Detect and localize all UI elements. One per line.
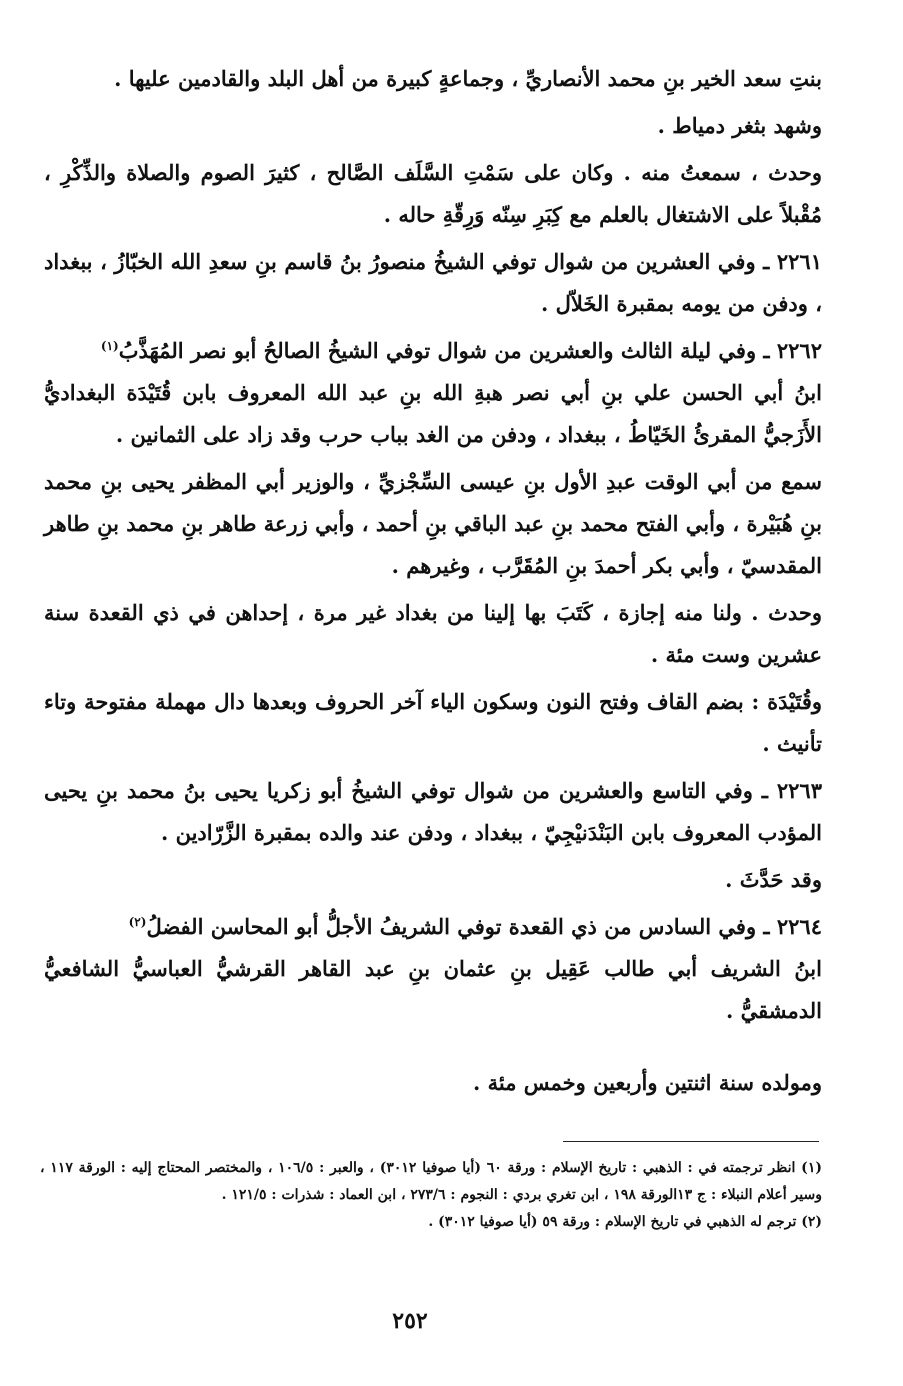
entry-2262-text: ٢٢٦٢ ـ وفي ليلة الثالث والعشرين من شوال توفي الشيخُ الصالحُ أبو نصر المُهَذَّبُ	[118, 338, 822, 363]
footnote-ref-1[interactable]: (١)	[100, 339, 119, 353]
paragraph: وشهد بثغر دمياط .	[657, 113, 822, 138]
footnote-1: (١) انظر ترجمته في : الذهبي : تاريخ الإسلام : ورقة ٦٠ (أيا صوفيا ٣٠١٢) ، والعبر : ١٠٦/٥ ، والمختصر المحتاج إليه : الورقة ١١٧ ، وسير أعلام النبلاء : ج ١٣الورقة ١٩٨ ، ابن تغري بردي : النجوم : ٢٧٣/٦ ، ابن العماد : شذرات : ١٢١/٥ .	[40, 1160, 822, 1203]
entry-2262-heading	[44, 330, 822, 372]
footnote-divider	[563, 1141, 819, 1142]
entry-2262-name: ابنُ أبي الحسن علي بنِ أبي نصر هبةِ الله بنِ عبد الله المعروف بابن قُتَيْدَة البغداديُّ الأَزَجيُّ المقرئُ الخَيّاطُ ، ببغداد ، ودفن من الغد بباب حرب وقد زاد على الثمانين .	[44, 380, 822, 447]
entry-2264-text: ٢٢٦٤ ـ وفي السادس من ذي القعدة توفي الشريفُ الأجلُّ أبو المحاسن الفضلُ	[146, 914, 822, 939]
footnote-2: (٢) ترجم له الذهبي في تاريخ الإسلام : ورقة ٥٩ (أيا صوفيا ٣٠١٢) .	[428, 1214, 822, 1230]
entry-2263: ٢٢٦٣ ـ وفي التاسع والعشرين من شوال توفي الشيخُ أبو زكريا يحيى بنُ محمد بنِ يحيى المؤدب المعروف بابن البَنْدَنيْجِيّ ، ببغداد ، ودفن عند والده بمقبرة الزَّرّادين .	[44, 778, 822, 845]
entry-2264-name: ابنُ الشريف أبي طالب عَقِيل بنِ عثمان بنِ عبد القاهر القرشيُّ العباسيُّ الشافعيُّ الدمشقيُّ .	[44, 956, 822, 1023]
paragraph: وقُتَيْدَة : بضم القاف وفتح النون وسكون الياء آخر الحروف وبعدها دال مهملة مفتوحة وتاء تأنيث .	[44, 689, 822, 756]
entry-2264-heading	[44, 906, 822, 948]
paragraph: وقد حَدَّثَ .	[725, 867, 822, 892]
footnote-ref-2[interactable]: (٢)	[128, 915, 147, 929]
entry-2261: ٢٢٦١ ـ وفي العشرين من شوال توفي الشيخُ منصورُ بنُ قاسم بنِ سعدِ الله الخبّازُ ، ببغداد ، ودفن من يومه بمقبرة الخَلاّل .	[44, 249, 822, 316]
paragraph: سمع من أبي الوقت عبدِ الأول بنِ عيسى السِّجْزيِّ ، والوزير أبي المظفر يحيى بنِ محمد بنِ هُبَيْرة ، وأبي الفتح محمد بنِ عبد الباقي بنِ أحمد ، وأبي زرعة طاهر بنِ محمد بنِ طاهر المقدسيّ ، وأبي بكر أحمدَ بنِ المُقَرَّب ، وغيرهم .	[44, 469, 822, 578]
footnotes	[40, 1155, 822, 1236]
page-number: ٢٥٢	[392, 1308, 428, 1334]
paragraph: ومولده سنة اثنتين وأربعين وخمس مئة .	[472, 1070, 822, 1095]
main-text	[44, 58, 822, 1109]
paragraph: وحدث ، سمعتُ منه . وكان على سَمْتِ السَّلَف الصَّالح ، كثيرَ الصوم والصلاة والذِّكْرِ ، مُقْبلاً على الاشتغال بالعلم مع كِبَرِ سِنّه وَرِقّةِ حاله .	[44, 160, 822, 227]
paragraph: بنتِ سعد الخير بنِ محمد الأنصاريِّ ، وجماعةٍ كبيرة من أهل البلد والقادمين عليها .	[114, 66, 822, 91]
paragraph: وحدث . ولنا منه إجازة ، كَتَبَ بها إلينا من بغداد غير مرة ، إحداهن في ذي القعدة سنة عشرين وست مئة .	[44, 600, 822, 667]
